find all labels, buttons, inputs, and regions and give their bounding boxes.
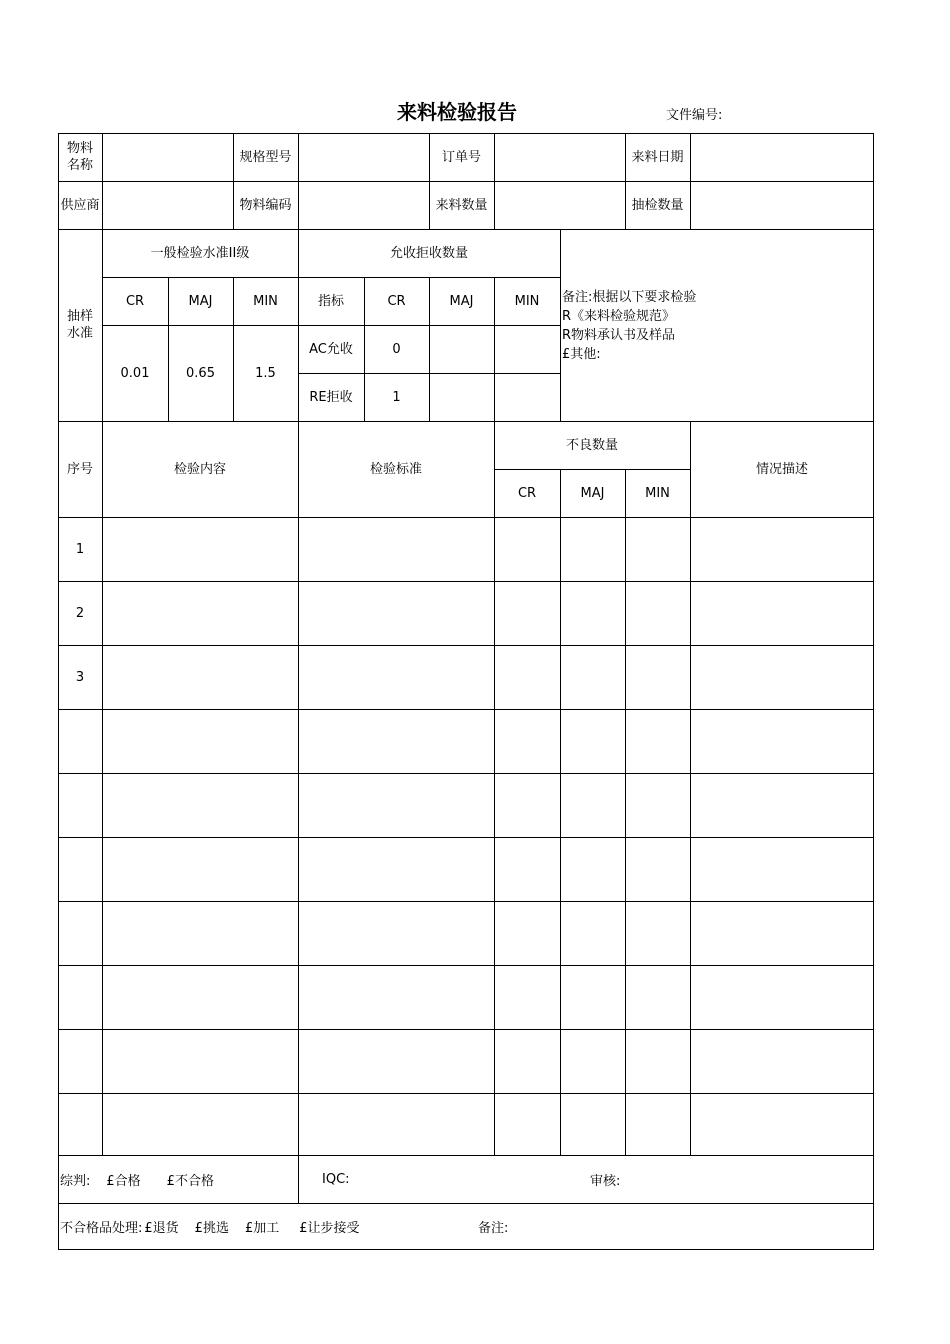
- row-line: [58, 901, 874, 902]
- defect-qty-header: 不良数量: [565, 437, 618, 453]
- sample-qty-field[interactable]: [691, 182, 871, 228]
- material-name-field[interactable]: [103, 134, 232, 180]
- nc-handling-row: [60, 1203, 360, 1249]
- verdict-label: 综判:: [60, 1173, 91, 1189]
- row-line: [58, 581, 874, 582]
- general-level-label: 一般检验水准II级: [150, 245, 250, 261]
- ac-cr-value: 0: [392, 341, 401, 357]
- seq-header: 序号: [66, 461, 93, 477]
- description-header: 情况描述: [755, 461, 808, 477]
- note-line: 备注:根据以下要求检验: [562, 290, 697, 305]
- row-line: [58, 709, 874, 710]
- incoming-qty-field[interactable]: [495, 182, 624, 228]
- doc-number-label: 文件编号:: [666, 108, 723, 123]
- aql-value-maj: 0.65: [186, 365, 215, 381]
- aql-col-cr: CR: [125, 293, 145, 309]
- row-number: 1: [75, 541, 85, 557]
- incoming-date-label: 来料日期: [631, 149, 684, 165]
- row-line: [58, 517, 874, 518]
- incoming-qty-label: 来料数量: [435, 197, 488, 213]
- incoming-date-field[interactable]: [691, 134, 871, 180]
- row-line: [58, 837, 874, 838]
- inspection-form: [58, 133, 874, 1250]
- aql-value-min: 1.5: [255, 365, 276, 381]
- note-line[interactable]: R《来料检验规范》: [562, 309, 676, 324]
- row-line: [58, 645, 874, 646]
- aql-col-min: MIN: [253, 293, 278, 309]
- return-checkbox[interactable]: £退货: [144, 1220, 179, 1236]
- ac-label: AC允收: [309, 341, 353, 357]
- review-label: 审核:: [590, 1173, 621, 1189]
- inspection-notes: [562, 288, 696, 364]
- iqc-label: IQC:: [322, 1171, 350, 1187]
- ar-col-maj: MAJ: [449, 293, 474, 309]
- note-line[interactable]: R物料承认书及样品: [562, 328, 676, 343]
- supplier-field[interactable]: [103, 182, 232, 228]
- spec-model-label: 规格型号: [239, 149, 292, 165]
- content-header: 检验内容: [173, 461, 226, 477]
- material-code-field[interactable]: [299, 182, 428, 228]
- page-title: 来料检验报告: [397, 100, 517, 124]
- nc-handling-label: 不合格品处理:: [60, 1220, 143, 1236]
- fail-checkbox[interactable]: £不合格: [166, 1173, 214, 1189]
- col-line: [298, 1155, 299, 1203]
- row-line: [58, 1093, 874, 1094]
- remark-label: 备注:: [478, 1220, 509, 1236]
- order-no-label: 订单号: [441, 149, 481, 165]
- ar-col-min: MIN: [514, 293, 540, 309]
- row-line: [58, 773, 874, 774]
- indicator-label: 指标: [317, 293, 344, 309]
- row-line: [58, 965, 874, 966]
- col-line: [494, 421, 495, 1155]
- re-label: RE拒收: [309, 389, 353, 405]
- pass-checkbox[interactable]: £合格: [106, 1173, 141, 1189]
- row-line: [58, 1029, 874, 1030]
- col-line: [560, 229, 561, 421]
- defect-min-header: MIN: [645, 485, 670, 501]
- col-line: [690, 421, 691, 1155]
- aql-value-cr: 0.01: [120, 365, 150, 381]
- verdict-row: [60, 1155, 214, 1203]
- supplier-label: 供应商: [60, 197, 100, 213]
- defect-cr-header: CR: [517, 485, 537, 501]
- rework-checkbox[interactable]: £加工: [244, 1220, 280, 1236]
- sample-qty-label: 抽检数量: [631, 197, 684, 213]
- standard-header: 检验标准: [369, 461, 422, 477]
- note-line[interactable]: £其他:: [562, 347, 601, 362]
- col-line: [560, 469, 561, 1155]
- aql-col-maj: MAJ: [188, 293, 213, 309]
- accept-reject-label: 允收拒收数量: [389, 245, 468, 261]
- spec-model-field[interactable]: [299, 134, 428, 180]
- row-number: 2: [75, 605, 85, 621]
- material-name-label: 物料 名称: [66, 141, 93, 173]
- order-no-field[interactable]: [495, 134, 624, 180]
- sampling-level-label: 抽样 水准: [66, 309, 93, 341]
- sort-checkbox[interactable]: £挑选: [194, 1220, 229, 1236]
- row-number: 3: [75, 669, 85, 685]
- col-line: [625, 469, 626, 1155]
- material-code-label: 物料编码: [239, 197, 292, 213]
- concession-checkbox[interactable]: £让步接受: [299, 1220, 360, 1236]
- ar-col-cr: CR: [387, 293, 406, 309]
- defect-maj-header: MAJ: [580, 485, 605, 501]
- re-cr-value: 1: [392, 389, 401, 405]
